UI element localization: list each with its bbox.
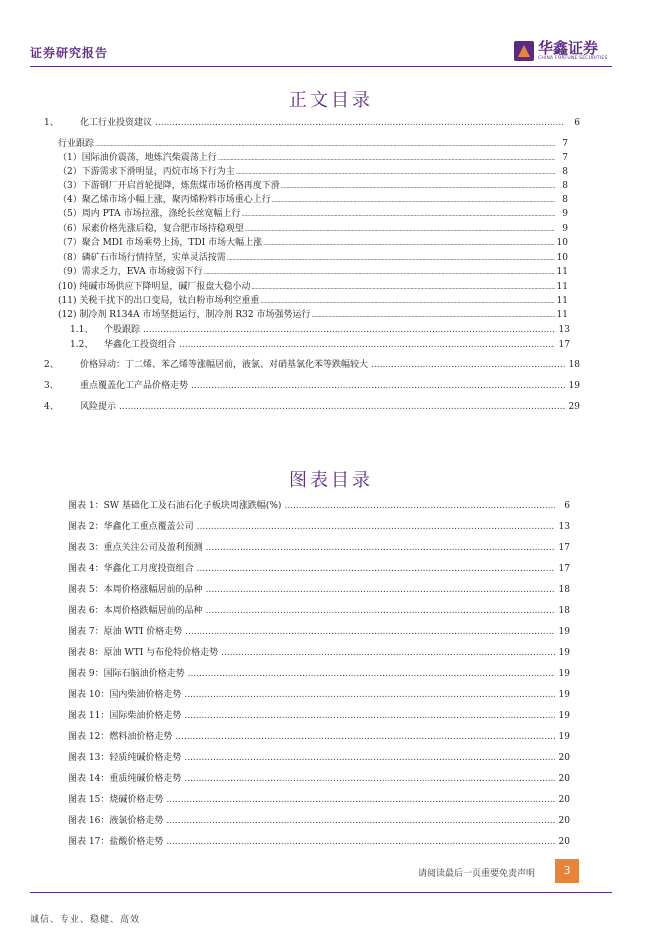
figure-label: 图表 8： bbox=[68, 648, 104, 658]
figure-index-entry[interactable] bbox=[68, 794, 570, 806]
figure-leader bbox=[197, 521, 555, 533]
toc-entry[interactable] bbox=[44, 359, 580, 371]
toc-entry-text: (11) 关税干扰下的出口变局，钛白粉市场利空重重 bbox=[58, 296, 260, 306]
logo-cn-text: 华鑫证券 bbox=[538, 39, 599, 57]
figure-leader bbox=[206, 605, 555, 617]
footer-slogan: 诚信、专业、稳健、高效 bbox=[30, 915, 141, 925]
toc-entry[interactable] bbox=[44, 380, 580, 392]
figure-text: 华鑫化工重点覆盖公司 bbox=[103, 522, 194, 532]
figure-index-entry[interactable] bbox=[68, 605, 570, 617]
toc-entry-number: 1、 bbox=[44, 118, 59, 128]
figure-leader bbox=[185, 626, 555, 638]
figure-label: 图表 5： bbox=[68, 585, 104, 595]
toc-entry-leader bbox=[143, 324, 555, 336]
toc-entry[interactable] bbox=[58, 309, 568, 322]
toc-entry-page: 9 bbox=[562, 224, 568, 234]
toc-entry-text: 价格异动：丁二烯、苯乙烯等涨幅居前，液氯、对硝基氯化苯等跌幅较大 bbox=[80, 360, 369, 370]
figure-page: 20 bbox=[558, 837, 570, 847]
figure-text: 烧碱价格走势 bbox=[109, 795, 164, 805]
figure-page: 19 bbox=[558, 732, 570, 742]
header-divider bbox=[30, 66, 612, 67]
toc-entry-page: 19 bbox=[568, 381, 580, 391]
toc-entry[interactable] bbox=[44, 117, 580, 129]
toc-entry[interactable] bbox=[58, 252, 568, 265]
figure-index-title: 图表目录 bbox=[289, 470, 373, 491]
footer-divider bbox=[30, 892, 612, 893]
figure-leader bbox=[206, 542, 555, 554]
disclaimer-note: 请阅读最后一页重要免责声明 bbox=[418, 869, 536, 879]
toc-entry[interactable] bbox=[58, 295, 568, 308]
figure-label: 图表 16： bbox=[68, 816, 110, 826]
toc-entry[interactable] bbox=[58, 266, 568, 279]
toc-entry[interactable] bbox=[58, 166, 568, 179]
figure-label: 图表 10： bbox=[68, 690, 110, 700]
toc-entry-leader bbox=[242, 209, 555, 221]
figure-leader bbox=[221, 647, 555, 659]
figure-index-entry[interactable] bbox=[68, 731, 570, 743]
toc-entry-leader bbox=[95, 139, 555, 151]
figure-text: 重点关注公司及盈利预测 bbox=[103, 543, 203, 553]
toc-entry[interactable] bbox=[44, 401, 580, 413]
toc-entry[interactable] bbox=[58, 223, 568, 236]
figure-page: 17 bbox=[558, 564, 570, 574]
figure-label: 图表 14： bbox=[68, 774, 110, 784]
toc-entry-page: 29 bbox=[568, 402, 580, 412]
toc-entry-page: 8 bbox=[562, 167, 568, 177]
toc-entry-text: （3）下游钢厂开启首轮提降，炼焦煤市场价格再度下滑 bbox=[58, 181, 280, 191]
toc-entry[interactable] bbox=[70, 324, 570, 336]
toc-entry-number: 2、 bbox=[44, 360, 59, 370]
figure-index-entry[interactable] bbox=[68, 836, 570, 848]
toc-title: 正文目录 bbox=[289, 90, 373, 111]
figure-leader bbox=[184, 752, 555, 764]
figure-leader bbox=[197, 563, 555, 575]
toc-entry-page: 13 bbox=[558, 325, 570, 335]
figure-label: 图表 3： bbox=[68, 543, 104, 553]
page-number: 3 bbox=[555, 859, 579, 883]
figure-page: 20 bbox=[558, 816, 570, 826]
toc-entry-text: （2）下游需求下滑明显，丙烷市场下行为主 bbox=[58, 167, 235, 177]
toc-entry-leader bbox=[227, 253, 555, 265]
toc-entry-page: 9 bbox=[562, 209, 568, 219]
figure-leader bbox=[284, 500, 555, 512]
figure-leader bbox=[184, 710, 555, 722]
toc-entry-page: 10 bbox=[556, 238, 568, 248]
figure-page: 18 bbox=[558, 606, 570, 616]
figure-index-entry[interactable] bbox=[68, 584, 570, 596]
figure-page: 19 bbox=[558, 648, 570, 658]
figure-leader bbox=[188, 668, 555, 680]
toc-entry[interactable] bbox=[58, 194, 568, 207]
toc-entry-leader bbox=[260, 296, 555, 308]
figure-label: 图表 2： bbox=[68, 522, 104, 532]
toc-entry-page: 8 bbox=[562, 195, 568, 205]
toc-entry-leader bbox=[245, 224, 555, 236]
toc-entry-leader bbox=[155, 117, 565, 129]
figure-label: 图表 4： bbox=[68, 564, 104, 574]
report-type-label: 证券研究报告 bbox=[30, 46, 109, 60]
toc-entry-leader bbox=[218, 153, 555, 165]
figure-text: 轻质纯碱价格走势 bbox=[109, 753, 182, 763]
figure-text: 国内柴油价格走势 bbox=[109, 690, 182, 700]
toc-entry-text: （7）聚合 MDI 市场乘势上扬，TDI 市场大幅上涨 bbox=[58, 238, 263, 248]
figure-label: 图表 15： bbox=[68, 795, 110, 805]
figure-text: 国际柴油价格走势 bbox=[109, 711, 182, 721]
toc-entry-leader bbox=[311, 310, 555, 322]
figure-text: 原油 WTI 价格走势 bbox=[103, 627, 183, 637]
figure-text: 燃料油价格走势 bbox=[109, 732, 173, 742]
toc-entry-text: (10) 纯碱市场供应下降明显，碱厂报盘大稳小动 bbox=[58, 282, 251, 292]
toc-entry-leader bbox=[251, 282, 555, 294]
figure-label: 图表 6： bbox=[68, 606, 104, 616]
toc-entry-text: （8）磷矿石市场行情持坚，实单灵活按需 bbox=[58, 253, 226, 263]
toc-entry-page: 11 bbox=[556, 296, 568, 306]
toc-entry-leader bbox=[281, 181, 555, 193]
figure-text: 重质纯碱价格走势 bbox=[109, 774, 182, 784]
toc-entry[interactable] bbox=[58, 281, 568, 294]
figure-page: 19 bbox=[558, 711, 570, 721]
toc-entry-page: 6 bbox=[574, 118, 580, 128]
toc-entry-page: 8 bbox=[562, 181, 568, 191]
figure-text: 原油 WTI 与布伦特价格走势 bbox=[103, 648, 219, 658]
toc-entry-page: 11 bbox=[556, 310, 568, 320]
toc-entry[interactable] bbox=[58, 237, 568, 250]
toc-entry-leader bbox=[272, 195, 555, 207]
figure-leader bbox=[206, 584, 555, 596]
toc-entry-text: （5）周内 PTA 市场拉涨，涤纶长丝宽幅上行 bbox=[58, 209, 241, 219]
toc-entry-number: 3、 bbox=[44, 381, 59, 391]
toc-entry-number: 1.1、 bbox=[70, 325, 94, 335]
toc-entry[interactable] bbox=[58, 180, 568, 193]
logo-en-text: CHINA FORTUNE SECURITIES bbox=[538, 56, 608, 61]
logo-mark-icon bbox=[514, 41, 534, 61]
toc-entry-page: 10 bbox=[556, 253, 568, 263]
figure-leader bbox=[166, 794, 555, 806]
toc-entry-text: （6）尿素价格先涨后稳，复合肥市场持稳观望 bbox=[58, 224, 244, 234]
toc-entry-page: 7 bbox=[562, 153, 568, 163]
figure-index-entry[interactable] bbox=[68, 542, 570, 554]
figure-label: 图表 13： bbox=[68, 753, 110, 763]
toc-entry-text: （9）需求乏力，EVA 市场疲弱下行 bbox=[58, 267, 203, 277]
figure-leader bbox=[184, 773, 555, 785]
figure-text: 国际石脑油价格走势 bbox=[103, 669, 185, 679]
figure-leader bbox=[166, 836, 555, 848]
figure-index-entry[interactable] bbox=[68, 668, 570, 680]
toc-entry-number: 4、 bbox=[44, 402, 59, 412]
figure-text: 本周价格跌幅居前的品种 bbox=[103, 606, 203, 616]
toc-entry-page: 7 bbox=[562, 139, 568, 149]
toc-entry-leader bbox=[119, 401, 565, 413]
figure-text: 盐酸价格走势 bbox=[109, 837, 164, 847]
figure-page: 20 bbox=[558, 774, 570, 784]
toc-entry-text: 华鑫化工投资组合 bbox=[104, 340, 177, 350]
figure-index-entry[interactable] bbox=[68, 500, 570, 512]
toc-entry-number: 1.2、 bbox=[70, 340, 94, 350]
figure-text: 液氯价格走势 bbox=[109, 816, 164, 826]
figure-page: 19 bbox=[558, 627, 570, 637]
figure-index-entry[interactable] bbox=[68, 710, 570, 722]
figure-page: 18 bbox=[558, 585, 570, 595]
toc-entry-text: 风险提示 bbox=[80, 402, 117, 412]
figure-page: 19 bbox=[558, 669, 570, 679]
toc-entry[interactable] bbox=[58, 138, 568, 151]
figure-label: 图表 12： bbox=[68, 732, 110, 742]
toc-entry-leader bbox=[191, 380, 565, 392]
toc-entry-leader bbox=[371, 359, 565, 371]
figure-text: 华鑫化工月度投资组合 bbox=[103, 564, 194, 574]
figure-index-entry[interactable] bbox=[68, 773, 570, 785]
toc-entry-text: （1）国际油价震荡，地炼汽柴震荡上行 bbox=[58, 153, 217, 163]
company-logo bbox=[514, 40, 608, 62]
figure-index-entry[interactable] bbox=[68, 563, 570, 575]
toc-entry-leader bbox=[263, 238, 555, 250]
toc-entry-page: 17 bbox=[558, 340, 570, 350]
figure-page: 19 bbox=[558, 690, 570, 700]
figure-label: 图表 11： bbox=[68, 711, 110, 721]
toc-entry-leader bbox=[179, 339, 555, 351]
figure-page: 6 bbox=[564, 501, 570, 511]
toc-entry-leader bbox=[204, 267, 555, 279]
figure-page: 13 bbox=[558, 522, 570, 532]
figure-label: 图表 7： bbox=[68, 627, 104, 637]
toc-entry[interactable] bbox=[70, 339, 570, 351]
figure-leader bbox=[166, 815, 555, 827]
figure-page: 20 bbox=[558, 795, 570, 805]
toc-entry[interactable] bbox=[58, 208, 568, 221]
toc-entry-text: 化工行业投资建议 bbox=[80, 118, 153, 128]
toc-entry-text: 重点覆盖化工产品价格走势 bbox=[80, 381, 189, 391]
figure-text: SW 基础化工及石油石化子板块周涨跌幅(%) bbox=[103, 501, 282, 511]
figure-index-entry[interactable] bbox=[68, 626, 570, 638]
toc-entry-leader bbox=[236, 167, 555, 179]
figure-label: 图表 1： bbox=[68, 501, 104, 511]
figure-leader bbox=[175, 731, 555, 743]
toc-entry-page: 11 bbox=[556, 267, 568, 277]
toc-entry-text: （4）聚乙烯市场小幅上涨，聚丙烯粉料市场重心上行 bbox=[58, 195, 271, 205]
figure-index-entry[interactable] bbox=[68, 752, 570, 764]
figure-label: 图表 9： bbox=[68, 669, 104, 679]
figure-leader bbox=[184, 689, 555, 701]
figure-index-entry[interactable] bbox=[68, 647, 570, 659]
figure-page: 20 bbox=[558, 753, 570, 763]
figure-index-entry[interactable] bbox=[68, 815, 570, 827]
toc-entry-page: 11 bbox=[556, 282, 568, 292]
toc-entry-page: 18 bbox=[568, 360, 580, 370]
toc-entry-text: 行业跟踪 bbox=[58, 139, 95, 149]
figure-text: 本周价格涨幅居前的品种 bbox=[103, 585, 203, 595]
figure-page: 17 bbox=[558, 543, 570, 553]
figure-index-entry[interactable] bbox=[68, 521, 570, 533]
figure-index-entry[interactable] bbox=[68, 689, 570, 701]
figure-label: 图表 17： bbox=[68, 837, 110, 847]
toc-entry-text: (12) 制冷剂 R134A 市场坚挺运行，制冷剂 R32 市场强势运行 bbox=[58, 310, 311, 320]
toc-entry[interactable] bbox=[58, 152, 568, 165]
toc-entry-text: 个股跟踪 bbox=[104, 325, 141, 335]
